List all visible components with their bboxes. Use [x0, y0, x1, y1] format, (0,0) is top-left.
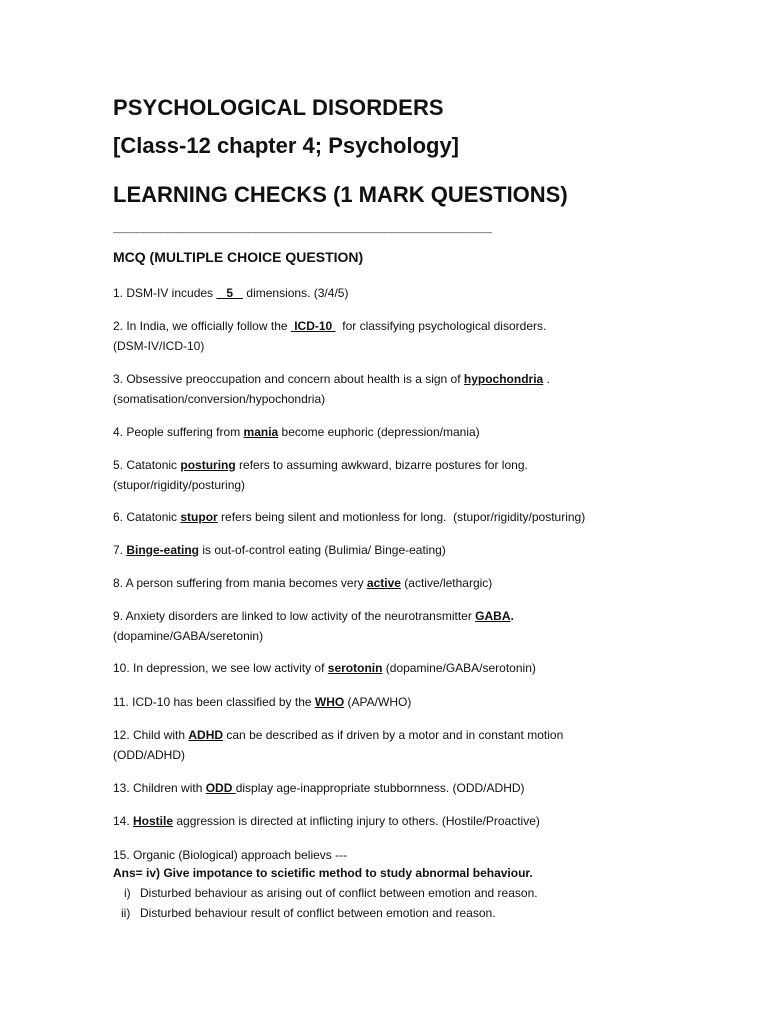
question-text: . — [510, 609, 514, 623]
question-text: 14. — [113, 814, 134, 828]
question-5 — [113, 455, 528, 495]
question-text: dimensions. (3/4/5) — [243, 286, 349, 300]
question-text: 13. Children with — [113, 781, 206, 795]
question-8 — [113, 573, 492, 593]
answer-blank: Hostile — [133, 814, 174, 828]
answer-blank: GABA — [475, 609, 511, 623]
option-text: Disturbed behaviour result of conflict between emotion and reason. — [140, 906, 496, 920]
question-text: 11. ICD-10 has been classified by the — [113, 695, 315, 709]
question-text: 12. Child with — [113, 728, 189, 742]
question-4 — [113, 422, 480, 442]
answer-blank: ADHD — [188, 728, 224, 742]
question-text: . — [543, 372, 550, 386]
question-text: (dopamine/GABA/serotonin) — [382, 661, 536, 675]
question-text: display age-inappropriate stubbornness. (ODD/ADHD) — [235, 781, 525, 795]
question-options: (somatisation/conversion/hypochondria) — [113, 392, 326, 406]
question-9 — [113, 606, 514, 646]
question-13 — [113, 778, 525, 798]
question-15 — [113, 845, 347, 865]
option-text: Disturbed behaviour as arising out of conflict between emotion and reason. — [140, 886, 538, 900]
answer-blank: 5 — [216, 286, 244, 300]
option-number: ii) — [121, 906, 131, 920]
question-text: aggression is directed at inflicting injury to others. (Hostile/Proactive) — [173, 814, 540, 828]
answer-blank: hypochondria — [463, 372, 544, 386]
question-7 — [113, 540, 446, 560]
question-text: 1. DSM-IV incudes — [113, 286, 217, 300]
question-12 — [113, 725, 563, 765]
question-6 — [113, 507, 585, 527]
question-10 — [113, 658, 536, 678]
question-options: (DSM-IV/ICD-10) — [113, 339, 205, 353]
mcq-heading: MCQ (MULTIPLE CHOICE QUESTION) — [113, 249, 364, 265]
question-3 — [113, 369, 550, 409]
question-text: 5. Catatonic — [113, 458, 181, 472]
option-ii — [121, 903, 496, 923]
question-2 — [113, 316, 546, 356]
question-text: become euphoric (depression/mania) — [278, 425, 480, 439]
answer-blank: active — [366, 576, 401, 590]
question-text: refers to assuming awkward, bizarre postures for long. — [235, 458, 528, 472]
question-text: (active/lethargic) — [400, 576, 493, 590]
question-text: 4. People suffering from — [113, 425, 244, 439]
answer-blank: serotonin — [327, 661, 383, 675]
question-text: 3. Obsessive preoccupation and concern about health is a sign of — [113, 372, 464, 386]
answer-blank: ICD-10 — [290, 319, 336, 333]
document-subtitle: [Class-12 chapter 4; Psychology] — [113, 133, 460, 158]
answer-blank: posturing — [180, 458, 236, 472]
question-text: 15. Organic (Biological) approach believs --- — [113, 848, 348, 862]
question-text: 8. A person suffering from mania becomes very — [113, 576, 367, 590]
question-text: is out-of-control eating (Bulimia/ Binge-eating) — [199, 543, 446, 557]
question-text: 2. In India, we officially follow the — [113, 319, 291, 333]
option-i — [124, 883, 538, 903]
question-text: for classifying psychological disorders. — [335, 319, 547, 333]
option-number: i) — [124, 886, 131, 900]
question-text: (APA/WHO) — [344, 695, 412, 709]
question-14 — [113, 811, 540, 831]
answer-blank: ODD — [205, 781, 236, 795]
section-heading: LEARNING CHECKS (1 MARK QUESTIONS) — [113, 182, 568, 207]
question-text: can be described as if driven by a motor and in constant motion — [223, 728, 564, 742]
question-options: (stupor/rigidity/posturing) — [113, 478, 246, 492]
divider-line: ________________________________________________________________ — [113, 222, 491, 236]
question-text: 10. In depression, we see low activity of — [113, 661, 328, 675]
question-options: (ODD/ADHD) — [113, 748, 185, 762]
question-text: 9. Anxiety disorders are linked to low activity of the neurotransmitter — [113, 609, 476, 623]
question-options: (dopamine/GABA/seretonin) — [113, 629, 264, 643]
question-text: 7. — [113, 543, 127, 557]
answer-blank: WHO — [314, 695, 345, 709]
answer-blank: mania — [243, 425, 279, 439]
document-title: PSYCHOLOGICAL DISORDERS — [113, 95, 444, 120]
question-1 — [113, 283, 348, 303]
question-text: refers being silent and motionless for long. (stupor/rigidity/posturing) — [217, 510, 586, 524]
question-11 — [113, 692, 411, 712]
answer-blank: stupor — [180, 510, 218, 524]
question-text: 6. Catatonic — [113, 510, 181, 524]
answer-line: Ans= iv) Give impotance to scietific method to study abnormal behaviour. — [113, 866, 533, 880]
answer-blank: Binge-eating — [126, 543, 200, 557]
